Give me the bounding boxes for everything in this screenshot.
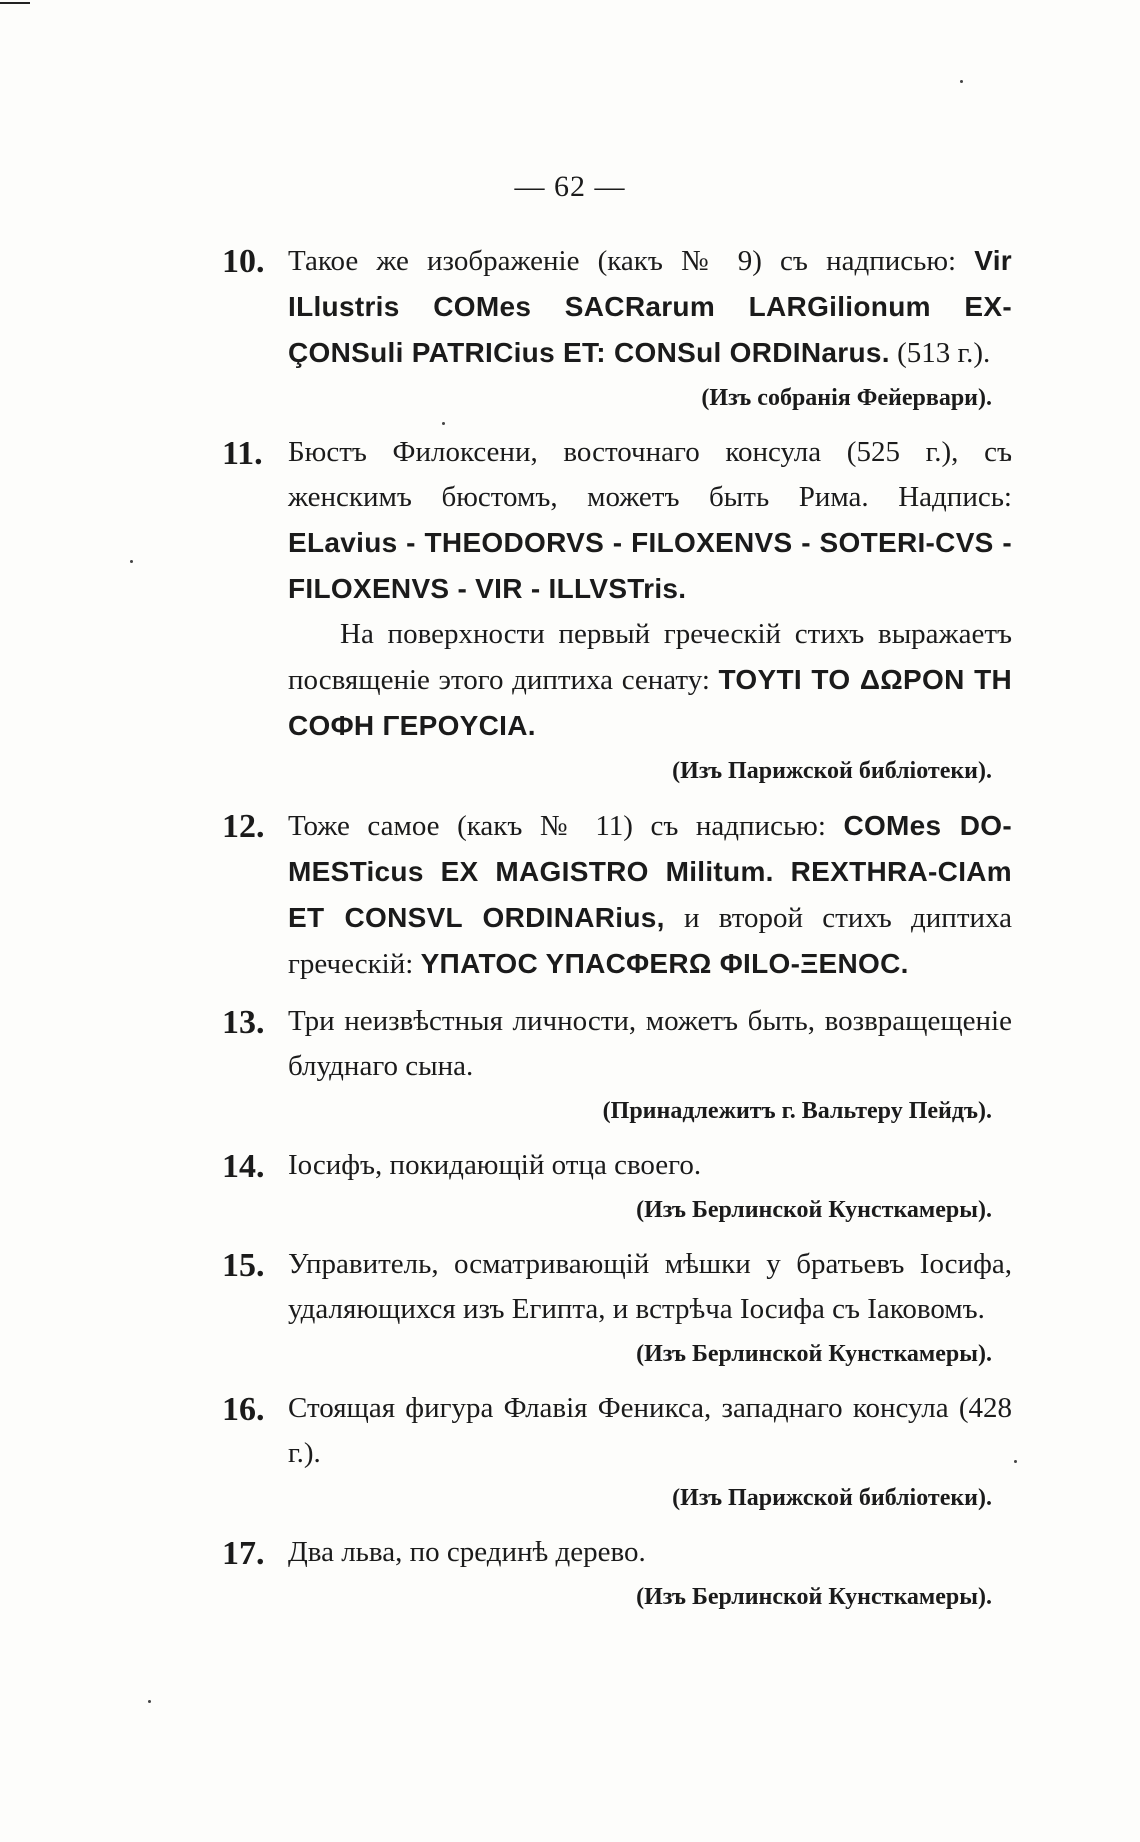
entry-number: 13.: [222, 1004, 265, 1041]
greek-inscription: YΠATOC YΠACΦERΩ ΦILO-ΞENOC.: [420, 948, 909, 979]
entry-description: [288, 803, 1012, 987]
description-text: (513 г.).: [889, 337, 991, 369]
page-number: — 62 —: [514, 170, 626, 203]
entry-number: 15.: [222, 1247, 265, 1284]
entry-description: [288, 238, 1012, 376]
entry-description: Два льва, по срединѣ дерево.: [288, 1536, 646, 1568]
entry-number: 11.: [222, 435, 263, 472]
latin-inscription: Vir ILlustris COMes SACRarum LARGilionum EX-ÇONSuli PATRICius ET: CONSul ORDINarus.: [288, 245, 1012, 368]
catalog-entry-17: [222, 1530, 1012, 1617]
entry-description: Три неизвѣстныя личности, можетъ быть, возвращещеніе блуднаго сына.: [288, 1005, 1012, 1082]
entry-number: 16.: [222, 1391, 265, 1428]
catalog-entry-14: [222, 1143, 1012, 1230]
scan-speck: [960, 80, 963, 83]
catalog-entry-11: [222, 430, 1012, 791]
catalog-entry-10: [222, 238, 1012, 418]
description-text: Такое же изображеніе (какъ № 9) съ надписью:: [288, 245, 975, 277]
latin-inscription: ELavius - THEODORVS - FILOXENVS - SOTERI-CVS - FILOXENVS - VIR - ILLVSTris.: [288, 527, 1012, 604]
latin-inscription: COMes DO-MESTicus EX MAGISTRO Militum. REXTHRA-CIAm ET CONSVL ORDINARius,: [288, 810, 1012, 933]
description-text: Бюстъ Филоксени, восточнаго консула (525 г.), съ женскимъ бюстомъ, можетъ быть Рима. Надпись:: [288, 436, 1012, 513]
scan-speck: [130, 560, 133, 563]
entry-description-paragraph: [288, 612, 1012, 749]
entry-source: (Изъ Парижской библіотеки).: [672, 758, 992, 784]
entry-description: [288, 430, 1012, 612]
greek-inscription: TOYTI TO ΔΩPON TH COΦH ΓEPOYCIA.: [288, 664, 1012, 741]
entry-source: (Изъ Берлинской Кунсткамеры).: [636, 1584, 992, 1610]
entry-number: 17.: [222, 1535, 265, 1572]
entry-number: 10.: [222, 243, 265, 280]
entry-source: (Изъ Парижской библіотеки).: [672, 1485, 992, 1511]
description-text: и второй стихъ диптиха греческій:: [288, 902, 1012, 980]
description-text: На поверхности первый греческій стихъ выражаетъ посвященіе этого диптиха сенату:: [288, 618, 1012, 696]
entry-source: (Изъ собранія Фейервари).: [701, 385, 992, 411]
entry-source: (Изъ Берлинской Кунсткамеры).: [636, 1341, 992, 1367]
entry-source: (Изъ Берлинской Кунсткамеры).: [636, 1197, 992, 1223]
entry-description: Стоящая фигура Флавія Феникса, западнаго консула (428 г.).: [288, 1392, 1012, 1469]
scan-speck: [148, 1700, 151, 1703]
scan-edge-mark: [0, 2, 30, 4]
entry-number: 14.: [222, 1148, 265, 1185]
entry-number: 12.: [222, 808, 265, 845]
entry-source: (Принадлежитъ г. Вальтеру Пейдъ).: [602, 1098, 992, 1124]
catalog-entry-12: [222, 803, 1012, 987]
entry-description: Управитель, осматривающій мѣшки у братьевъ Іосифа, удаляющихся изъ Египта, и встрѣча Іосифа съ Іаковомъ.: [288, 1248, 1012, 1325]
catalog-entry-15: [222, 1242, 1012, 1374]
catalog-entry-16: [222, 1386, 1012, 1518]
description-text: Тоже самое (какъ № 11) съ надписью:: [288, 810, 844, 842]
catalog-entry-13: [222, 999, 1012, 1131]
catalog-entries: [222, 238, 1012, 1629]
entry-description: Іосифъ, покидающій отца своего.: [288, 1149, 702, 1181]
scan-speck: [1014, 1460, 1017, 1463]
